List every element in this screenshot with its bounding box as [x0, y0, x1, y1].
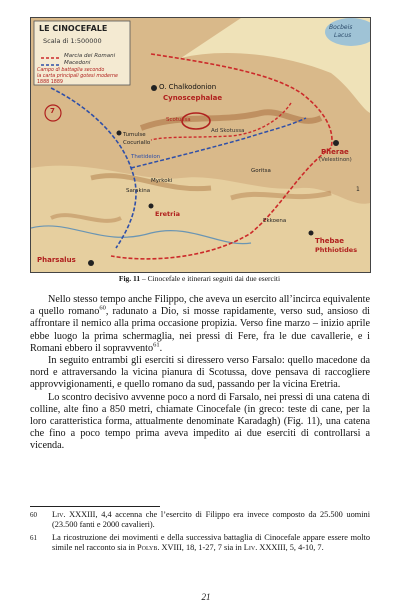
legend-maced-label: Macedoni: [64, 60, 91, 66]
paragraph-3: Lo scontro decisivo avvenne poco a nord di Farsalo, nei pressi di una catena di colline, alte fino a 850 metri, chiamate Cinocefale (in greco: teste di cane, per la loro caratteristica forma, attualmente denominate Karadagh) (Fig. 11), una catena che fino a poco tempo prima aveva impedito ai due eserciti di controllarsi a vicenda.: [30, 391, 370, 452]
footnote-text-b: XVIII, 18, 1-27, 7 sia in: [159, 542, 244, 552]
paragraph-1-text-b: , radunato a Dio, si mosse rapidamente, verso sud, ansioso di affrontare il nemico alla prima occasione propizia. Verso fine marzo – inizio aprile ebbe luogo la prima schermaglia, nei pressi di Fere, fra le due cavallerie, e i Romani ebbero il sopravvento: [30, 306, 371, 354]
label-num-7: 7: [50, 107, 55, 115]
page-number: 21: [201, 592, 211, 602]
label-chalkodonion: O. Chalkodonion: [159, 83, 217, 91]
footnote-60: [30, 510, 370, 531]
label-phthiotides: Phthiotides: [315, 246, 358, 254]
paragraph-1-text-c: .: [159, 342, 163, 354]
caption-label: Fig. 11: [118, 274, 141, 283]
label-velestinon: (Velestinon): [319, 157, 352, 163]
label-num-1: 1: [356, 186, 360, 193]
footnote-author-liv: Liv.: [243, 542, 258, 552]
town-thebae: [309, 231, 314, 236]
legend-years: 1888 1889: [37, 80, 63, 85]
label-tumulse: Tumulse: [123, 132, 146, 138]
label-pherae: Pherae: [321, 148, 349, 156]
footnote-number: 61: [30, 533, 37, 542]
map-ridge-east: [231, 193, 331, 198]
label-ad-skotussa: Ad Skotussa: [211, 128, 245, 134]
label-pharsalus: Pharsalus: [37, 256, 76, 264]
footnote-author-polyb: Polyb.: [137, 542, 160, 552]
label-thetideion: Thetideion: [131, 154, 161, 160]
town-pherae: [333, 140, 339, 146]
town-tumulse: [117, 131, 122, 136]
footnote-author: Liv.: [52, 510, 66, 519]
legend-note-1: Campo di battaglia secondo: [37, 68, 105, 73]
figure-caption: [30, 274, 369, 284]
label-ekkoena: Ekkoena: [263, 218, 287, 224]
label-myrkoki: Myrkoki: [151, 178, 173, 184]
footnote-number: 60: [30, 511, 37, 519]
body-text: [30, 294, 370, 453]
footnote-ref-61[interactable]: 61: [153, 341, 160, 349]
town-pharsalus: [88, 260, 94, 266]
label-lacus: Lacus: [334, 32, 352, 39]
town-eretria: [149, 204, 154, 209]
map-scale: Scala di 1:500000: [43, 37, 102, 45]
battle-map: [30, 17, 371, 273]
footnote-ref-60[interactable]: 60: [99, 304, 106, 312]
legend-note-2: la carta principali gotesi moderne: [37, 74, 118, 79]
legend-roman-label: Marcia dei Romani: [64, 53, 116, 59]
label-scotussa: Scotussa: [166, 117, 191, 123]
label-goritsa: Goritsa: [251, 168, 271, 174]
label-cynoscephalae: Cynoscephalae: [163, 94, 223, 102]
town-chalkodonion: [151, 85, 157, 91]
footnote-text: XXXIII, 4,4 accenna che l’esercito di Filippo era invece composto da 25.500 uomini (23.500 fanti e 2000 cavalieri).: [52, 510, 370, 530]
caption-text: – Cinocefale e itinerari seguiti dai due eserciti: [140, 274, 281, 283]
paragraph-1: [30, 294, 370, 355]
label-cocuriallo: Cocuriallo: [123, 140, 151, 146]
footnote-61: [30, 533, 370, 554]
footnotes: [30, 510, 370, 555]
paragraph-1-text-a: Nello stesso tempo anche Filippo, che aveva un esercito all’incirca equivalente a quello romano: [30, 294, 370, 318]
label-bocbeis: Bocbeis: [329, 24, 353, 31]
paragraph-2: In seguito entrambi gli eserciti si diressero verso Farsalo: quello macedone da nord e attraversando la vicina pianura di Scotussa, dove pensava di raccogliere approvvigionamenti, e quello romano da sud, passando per la vicina Eretria.: [30, 355, 370, 391]
footnote-text-c: XXXIII, 5, 4-10, 7.: [257, 542, 324, 552]
footnote-separator: [30, 506, 160, 507]
footnote-text-a: La ricostruzione dei movimenti e della successiva battaglia di Cinocefale appare essere molto simile nel racconto sia in: [52, 532, 370, 552]
map-title: LE CINOCEFALE: [39, 24, 108, 33]
label-eretria: Eretria: [155, 210, 180, 218]
label-thebae: Thebae: [315, 237, 344, 245]
label-sarakina: Sarakina: [126, 188, 151, 194]
